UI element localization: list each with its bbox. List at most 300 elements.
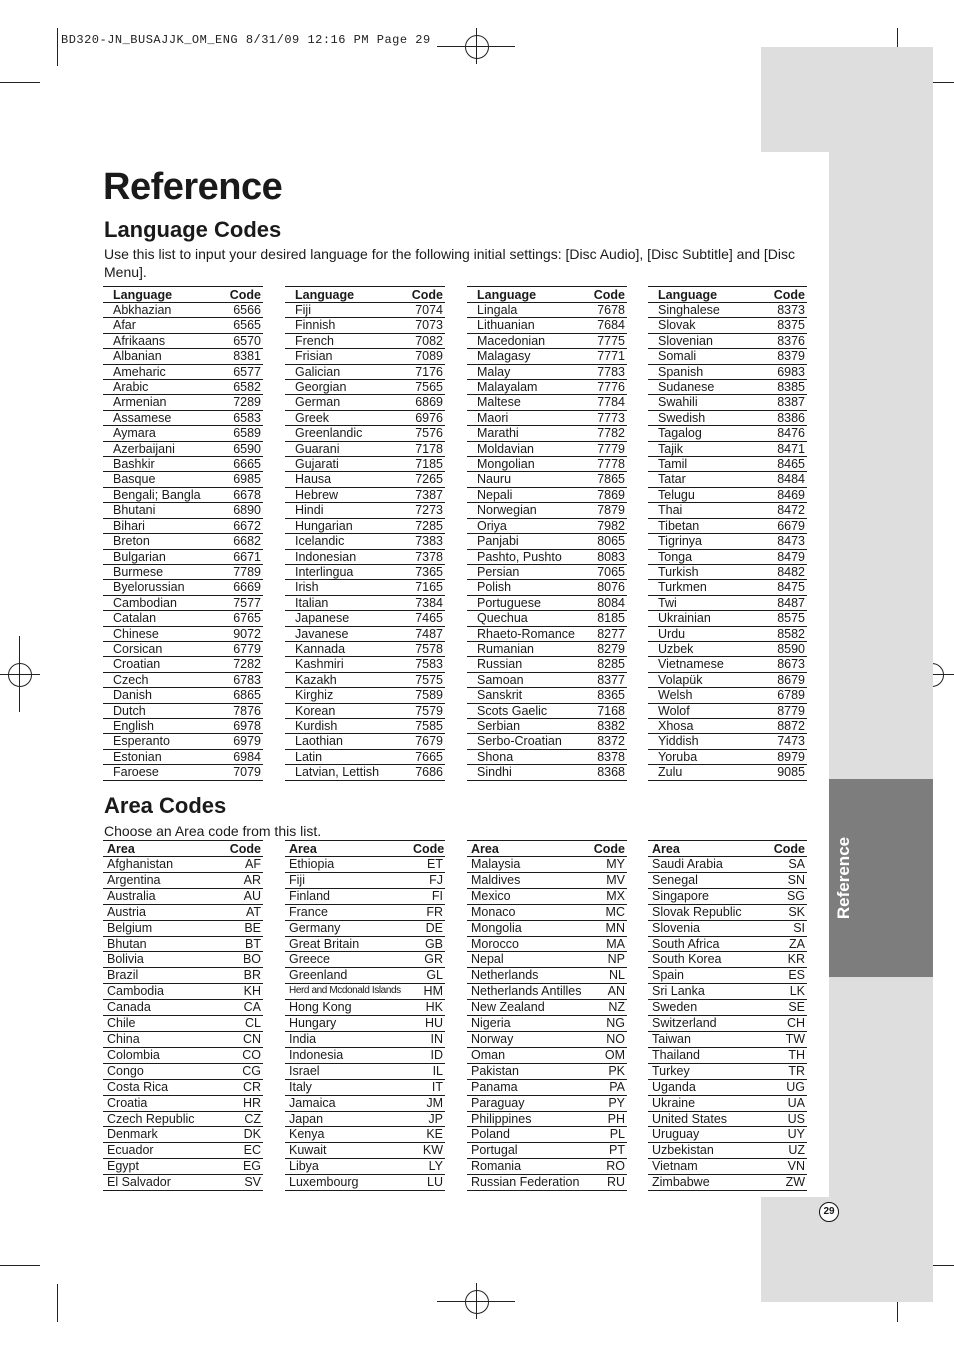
area-row <box>103 1143 263 1159</box>
area-row <box>467 1016 627 1032</box>
area-row-name: Kenya <box>285 1127 413 1143</box>
language-column-header: Language <box>648 287 758 303</box>
language-row-code: 8277 <box>577 626 627 641</box>
area-row <box>467 857 627 873</box>
area-row-name: Poland <box>467 1127 591 1143</box>
language-row <box>467 380 627 395</box>
area-row-name: Norway <box>467 1031 591 1047</box>
language-row-code: 6589 <box>213 426 263 441</box>
language-row-code: 6671 <box>213 549 263 564</box>
language-row-name: Tagalog <box>648 426 758 441</box>
language-row-name: Dutch <box>103 703 213 718</box>
area-row-name: Denmark <box>103 1127 225 1143</box>
area-row <box>648 920 807 936</box>
language-row-name: Javanese <box>285 626 395 641</box>
language-row <box>467 395 627 410</box>
area-row <box>648 888 807 904</box>
language-row-code: 7575 <box>395 672 445 687</box>
language-row-name: Czech <box>103 672 213 687</box>
language-row-name: Kazakh <box>285 672 395 687</box>
area-row-name: Great Britain <box>285 936 413 952</box>
language-row-code: 7775 <box>577 333 627 348</box>
language-row-code: 8372 <box>577 734 627 749</box>
area-row <box>285 952 445 968</box>
area-row-code: BO <box>225 952 263 968</box>
area-row <box>648 936 807 952</box>
side-bar-foot <box>761 1197 933 1302</box>
language-row <box>103 580 263 595</box>
language-row-code: 6976 <box>395 410 445 425</box>
language-row <box>285 487 445 502</box>
language-row <box>467 441 627 456</box>
language-row <box>285 349 445 364</box>
area-row-code: PH <box>591 1111 627 1127</box>
code-column-header: Code <box>413 841 445 856</box>
language-row-name: Bulgarian <box>103 549 213 564</box>
language-row-name: Catalan <box>103 611 213 626</box>
area-row-code: UA <box>769 1095 807 1111</box>
language-row <box>467 426 627 441</box>
language-row-name: Frisian <box>285 349 395 364</box>
language-row <box>285 333 445 348</box>
area-row-code: SK <box>769 904 807 920</box>
language-row <box>103 534 263 549</box>
language-row-name: Latvian, Lettish <box>285 765 395 780</box>
language-row <box>467 349 627 364</box>
area-row-code: AT <box>225 904 263 920</box>
language-row-code: 8779 <box>758 703 807 718</box>
language-row-code: 8575 <box>758 611 807 626</box>
language-row-name: Vietnamese <box>648 657 758 672</box>
language-row <box>103 318 263 333</box>
area-row <box>648 1159 807 1175</box>
language-row <box>285 688 445 703</box>
language-row-name: Nauru <box>467 472 577 487</box>
language-row-name: Tigrinya <box>648 534 758 549</box>
area-row <box>285 968 445 984</box>
language-row <box>103 410 263 425</box>
area-row-code: MN <box>591 920 627 936</box>
language-row-name: Greenlandic <box>285 426 395 441</box>
area-row-name: Ecuador <box>103 1143 225 1159</box>
language-row <box>103 765 263 780</box>
area-row <box>285 1079 445 1095</box>
language-row-code: 6583 <box>213 410 263 425</box>
area-column-header: Area <box>103 841 225 857</box>
area-row-name: Croatia <box>103 1095 225 1111</box>
area-row-name: Japan <box>285 1111 413 1127</box>
area-row-name: Netherlands <box>467 968 591 984</box>
language-row-name: Oriya <box>467 518 577 533</box>
area-row <box>103 920 263 936</box>
area-row <box>467 904 627 920</box>
code-column-header: Code <box>769 841 807 857</box>
area-row-code: HK <box>413 1000 445 1016</box>
area-row <box>467 968 627 984</box>
language-row-name: Thai <box>648 503 758 518</box>
language-row-name: Ameharic <box>103 364 213 379</box>
language-row-code: 7387 <box>395 487 445 502</box>
area-codes-intro: Choose an Area code from this list. <box>104 823 322 839</box>
area-row <box>103 1000 263 1016</box>
area-row <box>103 1047 263 1063</box>
language-row-name: Afrikaans <box>103 333 213 348</box>
language-row-code: 8279 <box>577 641 627 656</box>
area-row-name: Congo <box>103 1063 225 1079</box>
language-row-code: 6566 <box>213 303 263 318</box>
area-row-name: Kuwait <box>285 1143 413 1159</box>
language-row <box>285 580 445 595</box>
language-row-name: Xhosa <box>648 718 758 733</box>
area-row-name: Hungary <box>285 1016 413 1032</box>
language-row-name: Interlingua <box>285 564 395 579</box>
language-row-code: 8476 <box>758 426 807 441</box>
language-row-name: German <box>285 395 395 410</box>
area-table <box>285 840 445 1191</box>
language-row-code: 8472 <box>758 503 807 518</box>
area-table <box>648 840 807 1191</box>
area-row-code: TW <box>769 1031 807 1047</box>
area-row-name: France <box>285 904 413 920</box>
language-row-name: Norwegian <box>467 503 577 518</box>
language-row <box>285 395 445 410</box>
area-row-code: TR <box>769 1063 807 1079</box>
area-row-name: Uzbekistan <box>648 1143 769 1159</box>
language-row <box>467 333 627 348</box>
language-row-name: Serbo-Croatian <box>467 734 577 749</box>
crop-mark <box>0 82 40 83</box>
area-row-name: Ukraine <box>648 1095 769 1111</box>
area-row <box>467 1047 627 1063</box>
area-row <box>648 968 807 984</box>
language-row-code: 7782 <box>577 426 627 441</box>
language-row-code: 7273 <box>395 503 445 518</box>
language-row-name: Guarani <box>285 441 395 456</box>
area-row-code: GL <box>413 968 445 984</box>
language-row-code: 6869 <box>395 395 445 410</box>
language-row-name: Hindi <box>285 503 395 518</box>
language-row <box>648 472 807 487</box>
area-row-name: Italy <box>285 1079 413 1095</box>
language-row <box>467 657 627 672</box>
language-row-name: Fiji <box>285 303 395 318</box>
language-row-code: 8381 <box>213 349 263 364</box>
language-row-code: 7265 <box>395 472 445 487</box>
language-row-name: Hausa <box>285 472 395 487</box>
language-row-name: Bashkir <box>103 457 213 472</box>
language-row-name: Nepali <box>467 487 577 502</box>
language-row-name: Bhutani <box>103 503 213 518</box>
language-row <box>648 349 807 364</box>
area-row-name: Slovak Republic <box>648 904 769 920</box>
language-row <box>285 718 445 733</box>
area-row-code: UZ <box>769 1143 807 1159</box>
language-row-name: Zulu <box>648 765 758 780</box>
language-row <box>467 410 627 425</box>
area-row-code: UG <box>769 1079 807 1095</box>
language-row-code: 7869 <box>577 487 627 502</box>
language-row-name: Byelorussian <box>103 580 213 595</box>
language-row-name: Irish <box>285 580 395 595</box>
language-row-name: Portuguese <box>467 595 577 610</box>
area-row <box>467 1031 627 1047</box>
language-row <box>648 534 807 549</box>
area-row <box>285 872 445 888</box>
area-row <box>103 1127 263 1143</box>
language-row-code: 8673 <box>758 657 807 672</box>
area-row-code: PL <box>591 1127 627 1143</box>
crop-mark <box>57 1284 58 1322</box>
language-row <box>285 641 445 656</box>
language-row-code: 7065 <box>577 564 627 579</box>
area-row-code: CN <box>225 1031 263 1047</box>
area-row-code: CZ <box>225 1111 263 1127</box>
area-row-name: Sri Lanka <box>648 984 769 1000</box>
language-row <box>103 472 263 487</box>
language-row <box>467 549 627 564</box>
area-row <box>648 904 807 920</box>
area-row-code: KE <box>413 1127 445 1143</box>
area-row-code: ID <box>413 1047 445 1063</box>
language-row-code: 7565 <box>395 380 445 395</box>
language-row-name: Sindhi <box>467 765 577 780</box>
language-row-code: 8487 <box>758 595 807 610</box>
area-row-code: NO <box>591 1031 627 1047</box>
area-row <box>103 1111 263 1127</box>
area-row-code: IT <box>413 1079 445 1095</box>
language-row <box>648 672 807 687</box>
area-row-code: PK <box>591 1063 627 1079</box>
language-row <box>103 487 263 502</box>
language-row-code: 7074 <box>395 303 445 318</box>
language-row <box>285 749 445 764</box>
language-row-code: 9072 <box>213 626 263 641</box>
language-row-code: 6985 <box>213 472 263 487</box>
area-row-name: Uruguay <box>648 1127 769 1143</box>
language-row <box>285 626 445 641</box>
area-row-name: Indonesia <box>285 1047 413 1063</box>
area-row-name: Maldives <box>467 872 591 888</box>
language-row-name: Moldavian <box>467 441 577 456</box>
area-row-name: Bhutan <box>103 936 225 952</box>
language-row-code: 6679 <box>758 518 807 533</box>
language-row <box>648 457 807 472</box>
language-row-code: 7578 <box>395 641 445 656</box>
language-row-name: Tamil <box>648 457 758 472</box>
area-row-name: Bolivia <box>103 952 225 968</box>
area-row <box>467 936 627 952</box>
area-row-name: Belgium <box>103 920 225 936</box>
language-row-name: Macedonian <box>467 333 577 348</box>
language-row-name: Icelandic <box>285 534 395 549</box>
language-row <box>648 549 807 564</box>
language-row-code: 6669 <box>213 580 263 595</box>
area-row-name: Thailand <box>648 1047 769 1063</box>
language-row-name: Gujarati <box>285 457 395 472</box>
language-row <box>648 303 807 318</box>
area-row <box>648 1016 807 1032</box>
area-row-name: Nigeria <box>467 1016 591 1032</box>
language-row <box>467 641 627 656</box>
language-row <box>285 318 445 333</box>
language-row-code: 7779 <box>577 441 627 456</box>
area-row-name: Sweden <box>648 1000 769 1016</box>
language-row-name: Estonian <box>103 749 213 764</box>
language-row <box>467 457 627 472</box>
area-row-name: Fiji <box>285 872 413 888</box>
language-row-name: Abkhazian <box>103 303 213 318</box>
language-row <box>467 364 627 379</box>
area-row-name: Vietnam <box>648 1159 769 1175</box>
language-table <box>103 286 263 781</box>
language-row <box>648 611 807 626</box>
area-column-header: Area <box>285 841 413 857</box>
area-row <box>467 1079 627 1095</box>
area-row <box>103 936 263 952</box>
language-row-code: 7285 <box>395 518 445 533</box>
area-row-code: MC <box>591 904 627 920</box>
area-row-name: Israel <box>285 1063 413 1079</box>
language-row-name: Afar <box>103 318 213 333</box>
language-row-name: Samoan <box>467 672 577 687</box>
language-row-code: 7378 <box>395 549 445 564</box>
area-row <box>103 1063 263 1079</box>
area-row-name: Turkey <box>648 1063 769 1079</box>
area-row-name: Paraguay <box>467 1095 591 1111</box>
area-row <box>285 1095 445 1111</box>
area-row-name: Netherlands Antilles <box>467 984 591 1000</box>
area-row <box>285 857 445 873</box>
area-row <box>285 888 445 904</box>
language-row-code: 7678 <box>577 303 627 318</box>
language-row-code: 7178 <box>395 441 445 456</box>
language-row-name: Cambodian <box>103 595 213 610</box>
area-row-code: IN <box>413 1031 445 1047</box>
area-row <box>103 1175 263 1191</box>
area-row-code: LK <box>769 984 807 1000</box>
area-row-name: Spain <box>648 968 769 984</box>
area-row-name: Germany <box>285 920 413 936</box>
language-row <box>648 564 807 579</box>
language-row-code: 8484 <box>758 472 807 487</box>
language-row-name: Laothian <box>285 734 395 749</box>
area-row <box>103 857 263 873</box>
language-table <box>648 286 807 781</box>
area-row <box>648 872 807 888</box>
language-row-code: 7579 <box>395 703 445 718</box>
language-row-name: Turkish <box>648 564 758 579</box>
area-row-name: Mongolia <box>467 920 591 936</box>
area-row-name: Ethiopia <box>285 857 413 873</box>
area-row-name: Panama <box>467 1079 591 1095</box>
area-row <box>467 1063 627 1079</box>
area-row-code: PY <box>591 1095 627 1111</box>
language-row-code: 6570 <box>213 333 263 348</box>
area-row <box>648 1079 807 1095</box>
language-row-code: 8377 <box>577 672 627 687</box>
language-row-code: 7876 <box>213 703 263 718</box>
language-row-name: Serbian <box>467 718 577 733</box>
language-row <box>285 457 445 472</box>
language-row <box>103 626 263 641</box>
language-row-name: Bengali; Bangla <box>103 487 213 502</box>
language-row-name: Turkmen <box>648 580 758 595</box>
language-row-code: 8375 <box>758 318 807 333</box>
language-row-code: 7879 <box>577 503 627 518</box>
area-row-name: Luxembourg <box>285 1175 413 1191</box>
area-row-code: PA <box>591 1079 627 1095</box>
area-row <box>285 1159 445 1175</box>
language-row-code: 8385 <box>758 380 807 395</box>
area-row <box>467 1159 627 1175</box>
language-row <box>648 503 807 518</box>
area-column-header: Area <box>648 841 769 857</box>
language-row-name: Yiddish <box>648 734 758 749</box>
area-row <box>648 1000 807 1016</box>
language-row-name: Twi <box>648 595 758 610</box>
language-row-code: 6979 <box>213 734 263 749</box>
area-row-code: RU <box>591 1175 627 1191</box>
language-row <box>285 549 445 564</box>
area-row <box>103 1159 263 1175</box>
language-row-code: 8482 <box>758 564 807 579</box>
area-row-code: NG <box>591 1016 627 1032</box>
language-row <box>285 518 445 533</box>
area-row-name: Hong Kong <box>285 1000 413 1016</box>
area-row-code: VN <box>769 1159 807 1175</box>
area-row-code: LU <box>413 1175 445 1191</box>
language-row-code: 8469 <box>758 487 807 502</box>
area-row <box>467 1175 627 1191</box>
language-row <box>467 611 627 626</box>
language-row-name: Polish <box>467 580 577 595</box>
language-row-code: 7384 <box>395 595 445 610</box>
area-row-name: Costa Rica <box>103 1079 225 1095</box>
area-row <box>285 1031 445 1047</box>
area-row-name: El Salvador <box>103 1175 225 1191</box>
area-row-code: HR <box>225 1095 263 1111</box>
language-row <box>285 595 445 610</box>
area-row-name: Cambodia <box>103 984 225 1000</box>
language-row-code: 7583 <box>395 657 445 672</box>
area-row-code: ES <box>769 968 807 984</box>
side-tab-label: Reference <box>834 836 853 920</box>
language-row <box>103 749 263 764</box>
language-row-name: Chinese <box>103 626 213 641</box>
area-row <box>467 888 627 904</box>
language-row-code: 7684 <box>577 318 627 333</box>
language-row-name: French <box>285 333 395 348</box>
language-row <box>103 703 263 718</box>
language-row-name: Hebrew <box>285 487 395 502</box>
language-row-name: Arabic <box>103 380 213 395</box>
area-row-code: KH <box>225 984 263 1000</box>
language-row <box>648 426 807 441</box>
code-column-header: Code <box>395 287 445 303</box>
area-row <box>467 1143 627 1159</box>
area-row-code: OM <box>591 1047 627 1063</box>
area-row-code: LY <box>413 1159 445 1175</box>
language-row-code: 6865 <box>213 688 263 703</box>
language-row-name: Finnish <box>285 318 395 333</box>
language-row-code: 7589 <box>395 688 445 703</box>
area-row <box>467 1095 627 1111</box>
area-row-code: JP <box>413 1111 445 1127</box>
language-row-code: 8471 <box>758 441 807 456</box>
language-row-code: 8679 <box>758 672 807 687</box>
language-row-code: 7365 <box>395 564 445 579</box>
language-row-name: Azerbaijani <box>103 441 213 456</box>
